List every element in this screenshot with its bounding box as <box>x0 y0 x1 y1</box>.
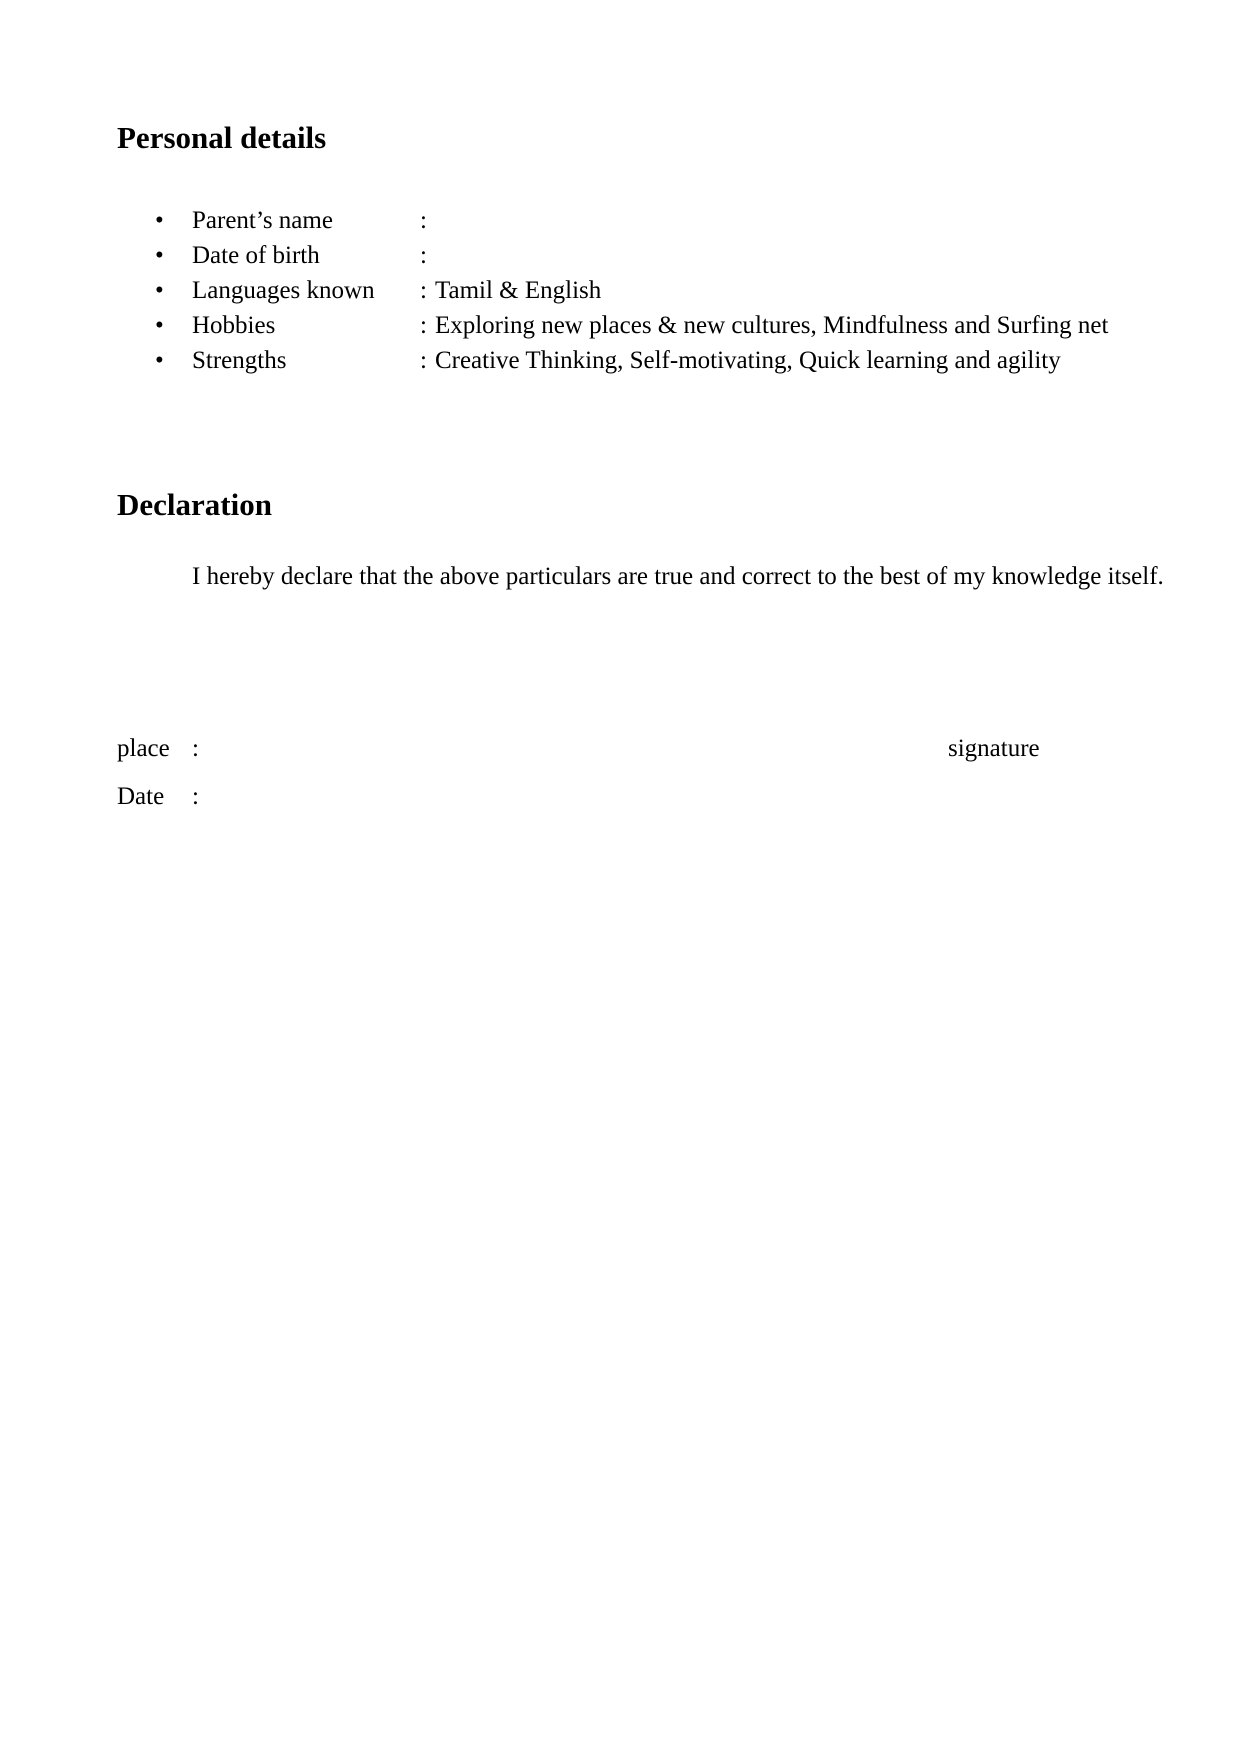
detail-separator: : <box>420 312 427 339</box>
declaration-text: I hereby declare that the above particulars are true and correct to the best of my knowledge itself. <box>192 563 1164 590</box>
detail-item-hobbies <box>117 308 1108 343</box>
date-separator: : <box>192 783 199 810</box>
signature-label: signature <box>948 735 1040 762</box>
detail-item-strengths <box>117 343 1108 378</box>
detail-label: Strengths <box>192 347 287 374</box>
detail-separator: : <box>420 347 427 374</box>
detail-value: Tamil & English <box>434 277 602 304</box>
personal-details-heading: Personal details <box>117 120 327 155</box>
declaration-heading: Declaration <box>117 487 272 522</box>
detail-item-languages-known <box>117 273 1108 308</box>
detail-value: Exploring new places & new cultures, Mindfulness and Surfing net <box>434 312 1109 339</box>
detail-value: Creative Thinking, Self-motivating, Quick learning and agility <box>434 347 1061 374</box>
detail-separator: : <box>420 242 427 269</box>
place-separator: : <box>192 735 199 762</box>
date-label: Date <box>117 783 165 810</box>
detail-label: Languages known <box>192 277 375 304</box>
date-row <box>117 780 1124 814</box>
detail-label: Date of birth <box>192 242 320 269</box>
detail-label: Parent’s name <box>192 207 333 234</box>
personal-details-list <box>117 203 1108 378</box>
detail-item-date-of-birth <box>117 238 1108 273</box>
place-row <box>117 732 1124 766</box>
place-label: place <box>117 735 170 762</box>
detail-separator: : <box>420 277 427 304</box>
detail-item-parents-name <box>117 203 1108 238</box>
detail-separator: : <box>420 207 427 234</box>
detail-label: Hobbies <box>192 312 276 339</box>
